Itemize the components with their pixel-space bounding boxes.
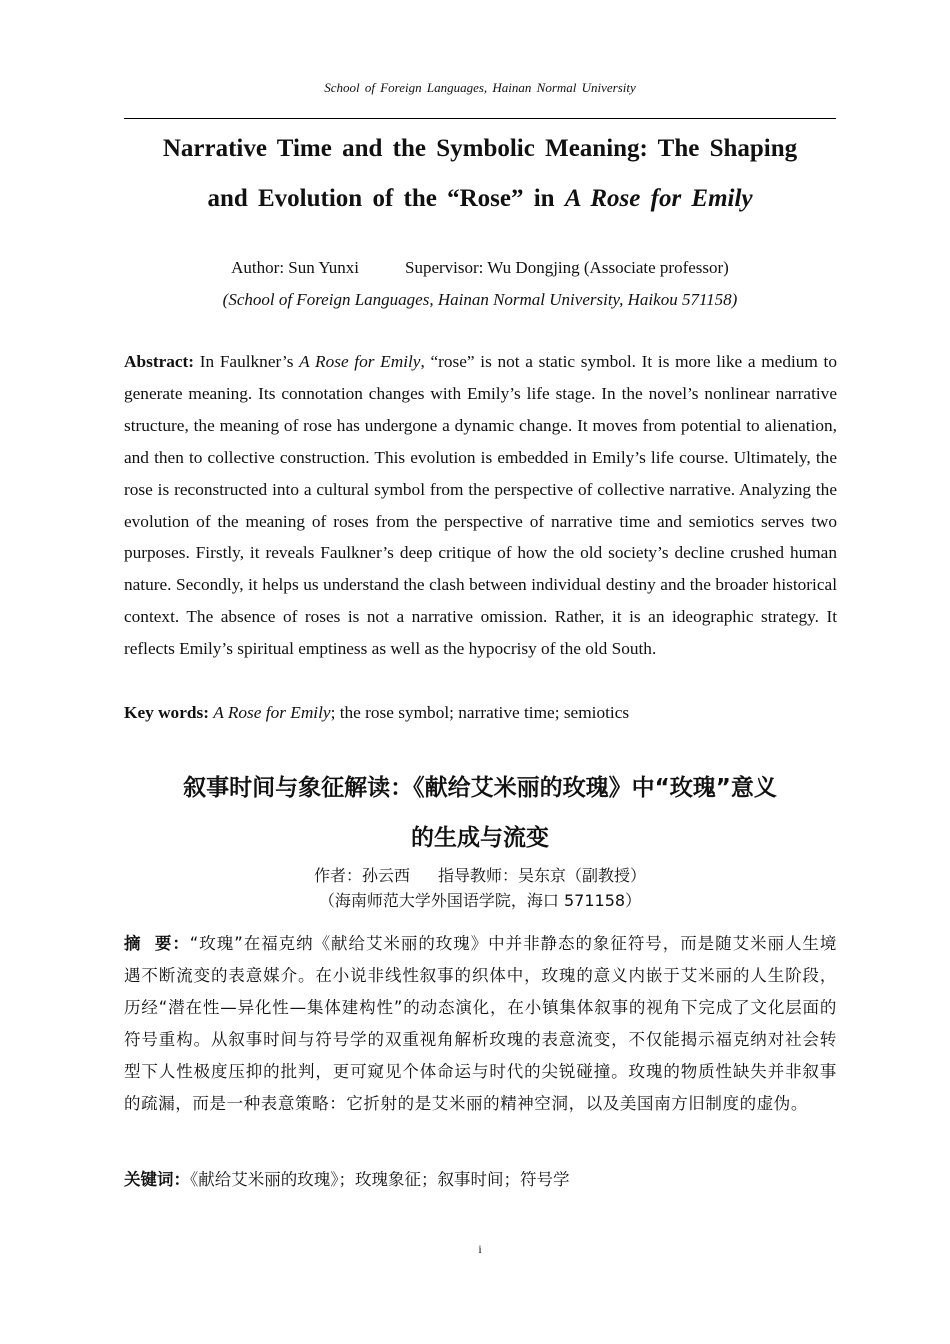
chinese-title [124, 763, 836, 863]
english-abstract-book: A Rose for Emily [299, 352, 421, 371]
english-abstract [124, 346, 837, 665]
chinese-abstract-label: 摘 要： [124, 934, 190, 953]
chinese-keywords-label: 关键词： [124, 1170, 190, 1189]
chinese-title-line1: 叙事时间与象征解读：《献给艾米丽的玫瑰》中“玫瑰”意义 [183, 775, 777, 801]
header-rule [124, 118, 836, 119]
english-supervisor: Supervisor: Wu Dongjing (Associate professor) [404, 258, 729, 277]
english-abstract-lead: In Faulkner’s [194, 352, 300, 371]
chinese-author-line [124, 864, 836, 888]
page-number: i [478, 1242, 482, 1256]
english-title [124, 124, 836, 224]
english-affiliation: (School of Foreign Languages, Hainan Normal University, Haikou 571158) [222, 290, 738, 309]
english-author-line [124, 258, 836, 278]
english-title-line1: Narrative Time and the Symbolic Meaning: The Shaping [162, 135, 798, 162]
chinese-supervisor: 指导教师：吴东京（副教授） [438, 866, 647, 885]
english-keywords-label: Key words: [124, 703, 209, 722]
chinese-author: 作者：孙云西 [313, 866, 410, 885]
chinese-title-line2: 的生成与流变 [411, 825, 549, 851]
english-abstract-label: Abstract: [124, 352, 195, 371]
english-keywords-rest: ; the rose symbol; narrative time; semiotics [330, 703, 630, 722]
chinese-keywords-body: 《献给艾米丽的玫瑰》；玫瑰象征；叙事时间；符号学 [190, 1170, 570, 1189]
running-header: School of Foreign Languages, Hainan Normal University [324, 80, 636, 95]
english-title-line2-prefix: and Evolution of the “Rose” in [207, 185, 565, 212]
chinese-affiliation: （海南师范大学外国语学院，海口 571158） [318, 891, 642, 910]
english-title-book: A Rose for Emily [564, 185, 753, 212]
english-abstract-body: , “rose” is not a static symbol. It is more like a medium to generate meaning. Its connotation changes with Emily’s life stage. In the novel’s nonlinear narrative structure, the meaning of rose has undergone a dynamic change. It moves from potential to alienation, and then to collective construction. This evolution is embedded in Emily’s life course. Ultimately, the rose is reconstructed into a cultural symbol from the perspective of collective narrative. Analyzing the evolution of the meaning of roses from the perspective of narrative time and semiotics serves two purposes. Firstly, it reveals Faulkner’s deep critique of how the old society’s decline crushed human nature. Secondly, it helps us understand the clash between individual destiny and the broader historical context. The absence of roses is not a narrative omission. Rather, it is an ideographic strategy. It reflects Emily’s spiritual emptiness as well as the hypocrisy of the old South. [124, 352, 837, 659]
chinese-keywords [124, 1167, 837, 1193]
english-keywords [124, 701, 837, 725]
chinese-abstract [124, 928, 837, 1120]
english-author: Author: Sun Yunxi [231, 258, 359, 277]
chinese-abstract-body: “玫瑰”在福克纳《献给艾米丽的玫瑰》中并非静态的象征符号，而是随艾米丽人生境遇不断流变的表意媒介。在小说非线性叙事的织体中，玫瑰的意义内嵌于艾米丽的人生阶段，历经“潜在性—异化性—集体建构性”的动态演化，在小镇集体叙事的视角下完成了文化层面的符号重构。从叙事时间与符号学的双重视角解析玫瑰的表意流变，不仅能揭示福克纳对社会转型下人性极度压抑的批判，更可窥见个体命运与时代的尖锐碰撞。玫瑰的物质性缺失并非叙事的疏漏，而是一种表意策略：它折射的是艾米丽的精神空洞，以及美国南方旧制度的虚伪。 [124, 934, 837, 1113]
english-title-line2 [124, 174, 836, 224]
english-keywords-book: A Rose for Emily [213, 703, 331, 722]
